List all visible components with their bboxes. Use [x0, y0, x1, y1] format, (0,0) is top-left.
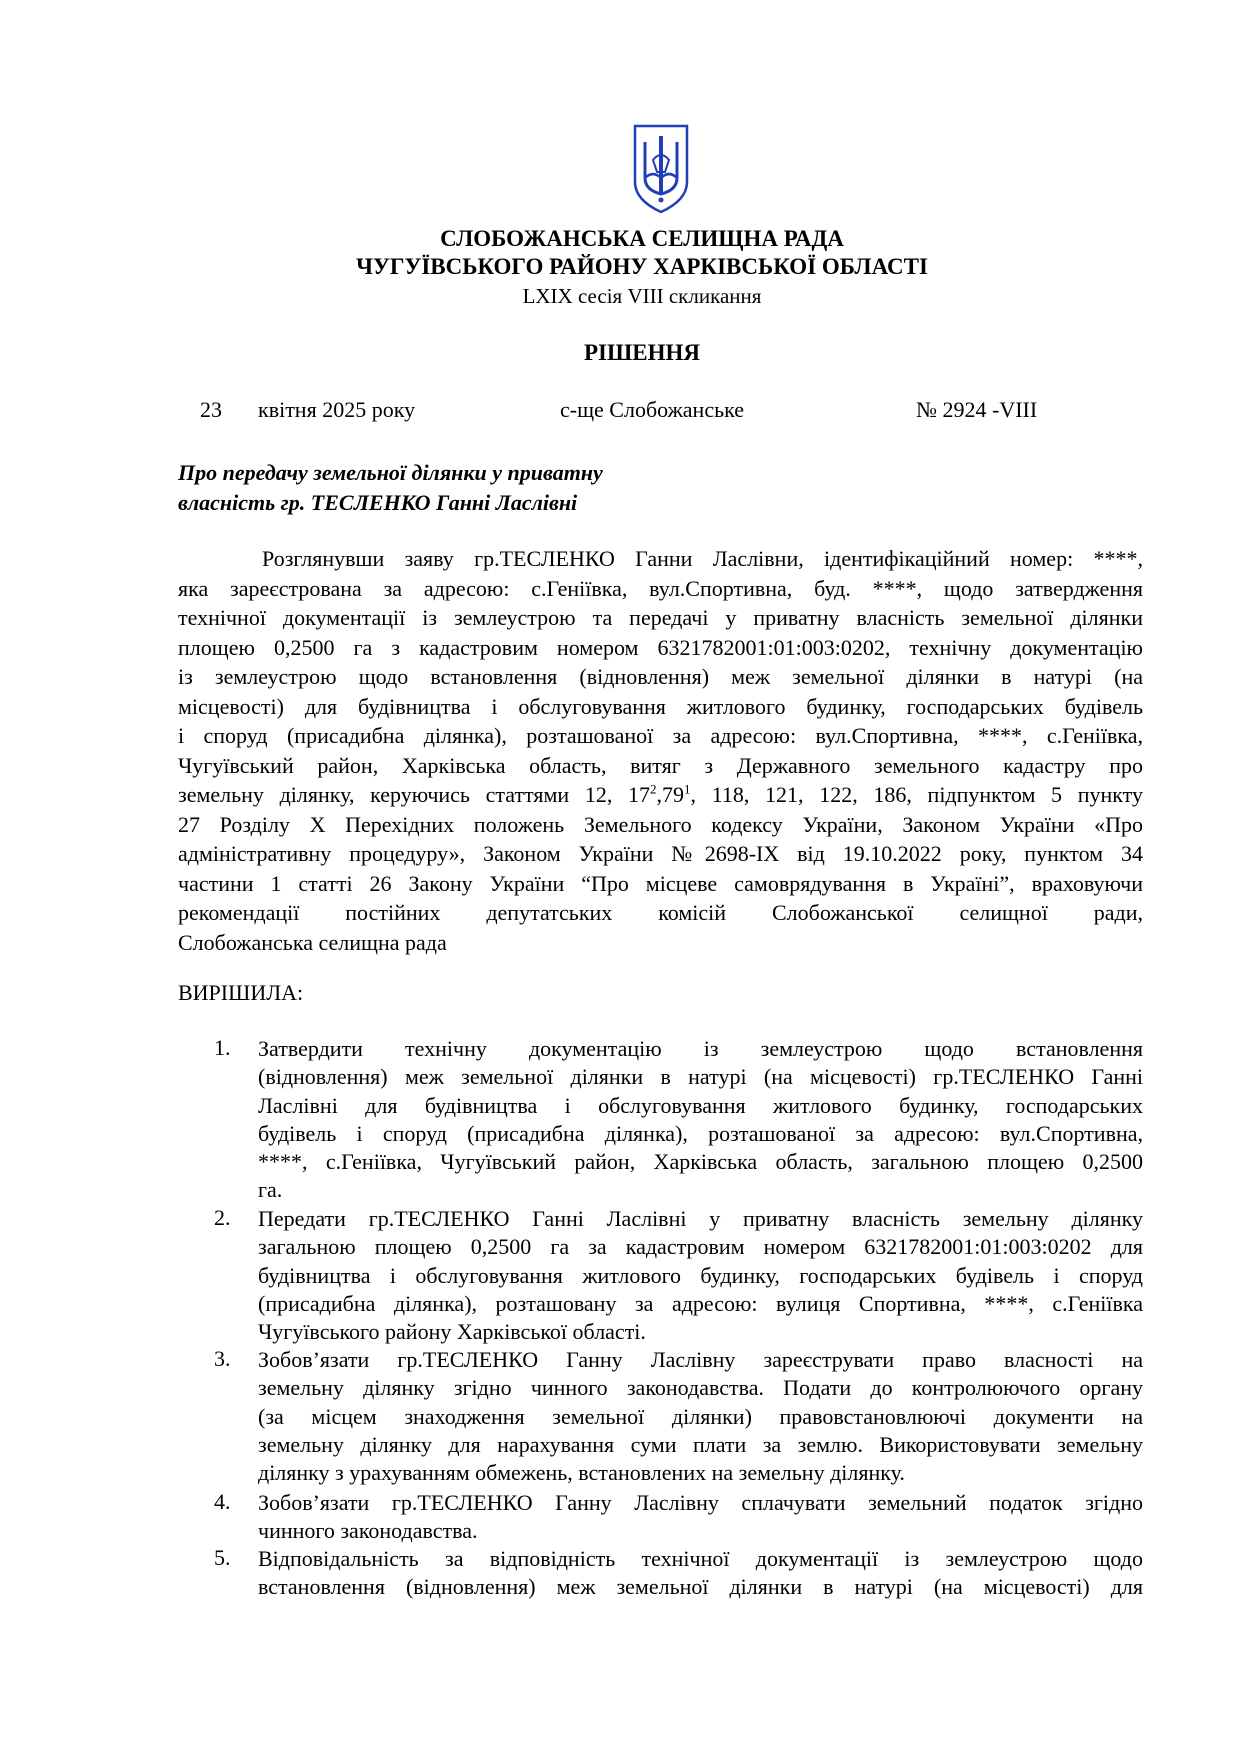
preamble-line: яка зареєстрована за адресою: с.Геніївка, вул.Спортивна, буд. ****, щодо затвердження	[178, 575, 1143, 601]
item-line: чинного законодавства.	[258, 1518, 478, 1544]
preamble-line: місцевості) для будівництва і обслуговування житлового будинку, господарських будівель	[178, 693, 1143, 719]
item-line: будівель і споруд (присадибна ділянка), розташованої за адресою: вул.Спортивна,	[258, 1120, 1143, 1146]
item-text	[258, 1205, 1143, 1346]
preamble-paragraph	[178, 544, 1143, 957]
preamble-line: Слобожанська селищна рада	[178, 929, 447, 955]
item-number: 2.	[214, 1205, 231, 1230]
item-line: встановлення (відновлення) меж земельної ділянки в натурі (на місцевості) для	[258, 1574, 1143, 1600]
resolved-heading: ВИРІШИЛА:	[178, 980, 304, 1005]
item-line: будівництва і обслуговування житлового будинку, господарських будівель і споруд	[258, 1262, 1143, 1288]
item-text	[258, 1346, 1143, 1487]
preamble-line: Розглянувши заяву гр.ТЕСЛЕНКО Ганни Ласлівни, ідентифікаційний номер: ****,	[262, 546, 1143, 571]
preamble-line: і споруд (присадибна ділянка), розташованої за адресою: вул.Спортивна, ****, с.Геніївка,	[178, 723, 1143, 748]
preamble-line: рекомендації постійних депутатських комісій Слобожанської селищної ради,	[178, 900, 1143, 925]
item-number: 1.	[214, 1035, 231, 1060]
trident-coat-of-arms-icon	[629, 120, 693, 216]
item-number: 3.	[214, 1346, 231, 1371]
preamble-text: , 118, 121, 122, 186, підпунктом 5 пункту	[690, 782, 1143, 807]
preamble-line: технічної документації із землеустрою та передачі у приватну власність земельної ділянки	[178, 605, 1143, 630]
preamble-line: частини 1 статті 26 Закону України “Про місцеве самоврядування в Україні”, враховуючи	[178, 870, 1143, 896]
preamble-line: 27 Розділу X Перехідних положень Земельного кодексу України, Законом України «Про	[178, 811, 1143, 837]
item-line: Зобов’язати гр.ТЕСЛЕНКО Ганну Ласлівну зареєструвати право власності на	[258, 1347, 1143, 1372]
item-line: Ласлівні для будівництва і обслуговування житлового будинку, господарських	[258, 1092, 1143, 1118]
item-line: ****, с.Геніївка, Чугуївський район, Харківська область, загальною площею 0,2500	[258, 1149, 1143, 1175]
decision-number: № 2924 -VIII	[916, 397, 1038, 422]
item-line: (присадибна ділянка), розташовану за адресою: вулиця Спортивна, ****, с.Геніївка	[258, 1290, 1143, 1316]
subject-line-2: власність гр. ТЕСЛЕНКО Ганні Ласлівні	[178, 490, 578, 515]
item-line: (відновлення) меж земельної ділянки в натурі (на місцевості) гр.ТЕСЛЕНКО Ганні	[258, 1064, 1143, 1090]
item-line: га.	[258, 1177, 283, 1203]
preamble-line: адміністративну процедуру», Законом України №2698-IX від 19.10.2022 року, пунктом 34	[178, 841, 1143, 866]
item-line: Відповідальність за відповідність технічної документації із землеустрою щодо	[258, 1546, 1143, 1571]
item-line: Чугуївського району Харківської області.	[258, 1319, 646, 1345]
document-type: РІШЕННЯ	[584, 340, 700, 365]
subject-line-1: Про передачу земельної ділянки у приватну	[178, 460, 603, 485]
item-number: 5.	[214, 1545, 231, 1570]
item-line: Передати гр.ТЕСЛЕНКО Ганні Ласлівні у приватну власність земельну ділянку	[258, 1206, 1143, 1231]
item-line: (за місцем знаходження земельної ділянки) правовстановлюючі документи на	[258, 1403, 1143, 1429]
preamble-line: Чугуївський район, Харківська область, витяг з Державного земельного кадастру про	[178, 752, 1143, 778]
preamble-line: площею 0,2500 га з кадастровим номером 6321782001:01:003:0202, технічну документацію	[178, 634, 1143, 660]
item-line: земельну ділянку згідно чинного законодавства. Подати до контролюючого органу	[258, 1375, 1143, 1401]
decision-date-month-year: квітня 2025 року	[258, 397, 416, 422]
item-number: 4.	[214, 1489, 231, 1514]
council-name: СЛОБОЖАНСЬКА СЕЛИЩНА РАДА	[440, 226, 844, 251]
item-line: Зобов’язати гр.ТЕСЛЕНКО Ганну Ласлівну сплачувати земельний податок згідно	[258, 1490, 1143, 1515]
decision-date-day: 23	[200, 397, 222, 422]
item-text	[258, 1489, 1143, 1546]
preamble-line-with-superscripts	[178, 780, 1143, 810]
session-info: LXIX сесія VIII скликання	[522, 284, 762, 308]
item-line: ділянку з урахуванням обмежень, встановлених на земельну ділянку.	[258, 1460, 905, 1486]
superscript: 1	[684, 781, 691, 797]
preamble-text: ,79	[656, 782, 685, 807]
decision-place: с-ще Слобожанське	[560, 397, 745, 422]
preamble-text: земельну ділянку, керуючись статтями 12, 17	[178, 782, 651, 807]
item-line: Затвердити технічну документацію із землеустрою щодо встановлення	[258, 1036, 1143, 1061]
item-text	[258, 1035, 1143, 1205]
preamble-line: із землеустрою щодо встановлення (відновлення) меж земельної ділянки в натурі (на	[178, 664, 1143, 689]
item-line: земельну ділянку для нарахування суми плати за землю. Використовувати земельну	[258, 1431, 1143, 1457]
item-line: загальною площею 0,2500 га за кадастровим номером 6321782001:01:003:0202 для	[258, 1234, 1143, 1260]
item-text	[258, 1545, 1143, 1602]
district-name: ЧУГУЇВСЬКОГО РАЙОНУ ХАРКІВСЬКОЇ ОБЛАСТІ	[356, 254, 928, 279]
superscript: 2	[650, 781, 657, 797]
